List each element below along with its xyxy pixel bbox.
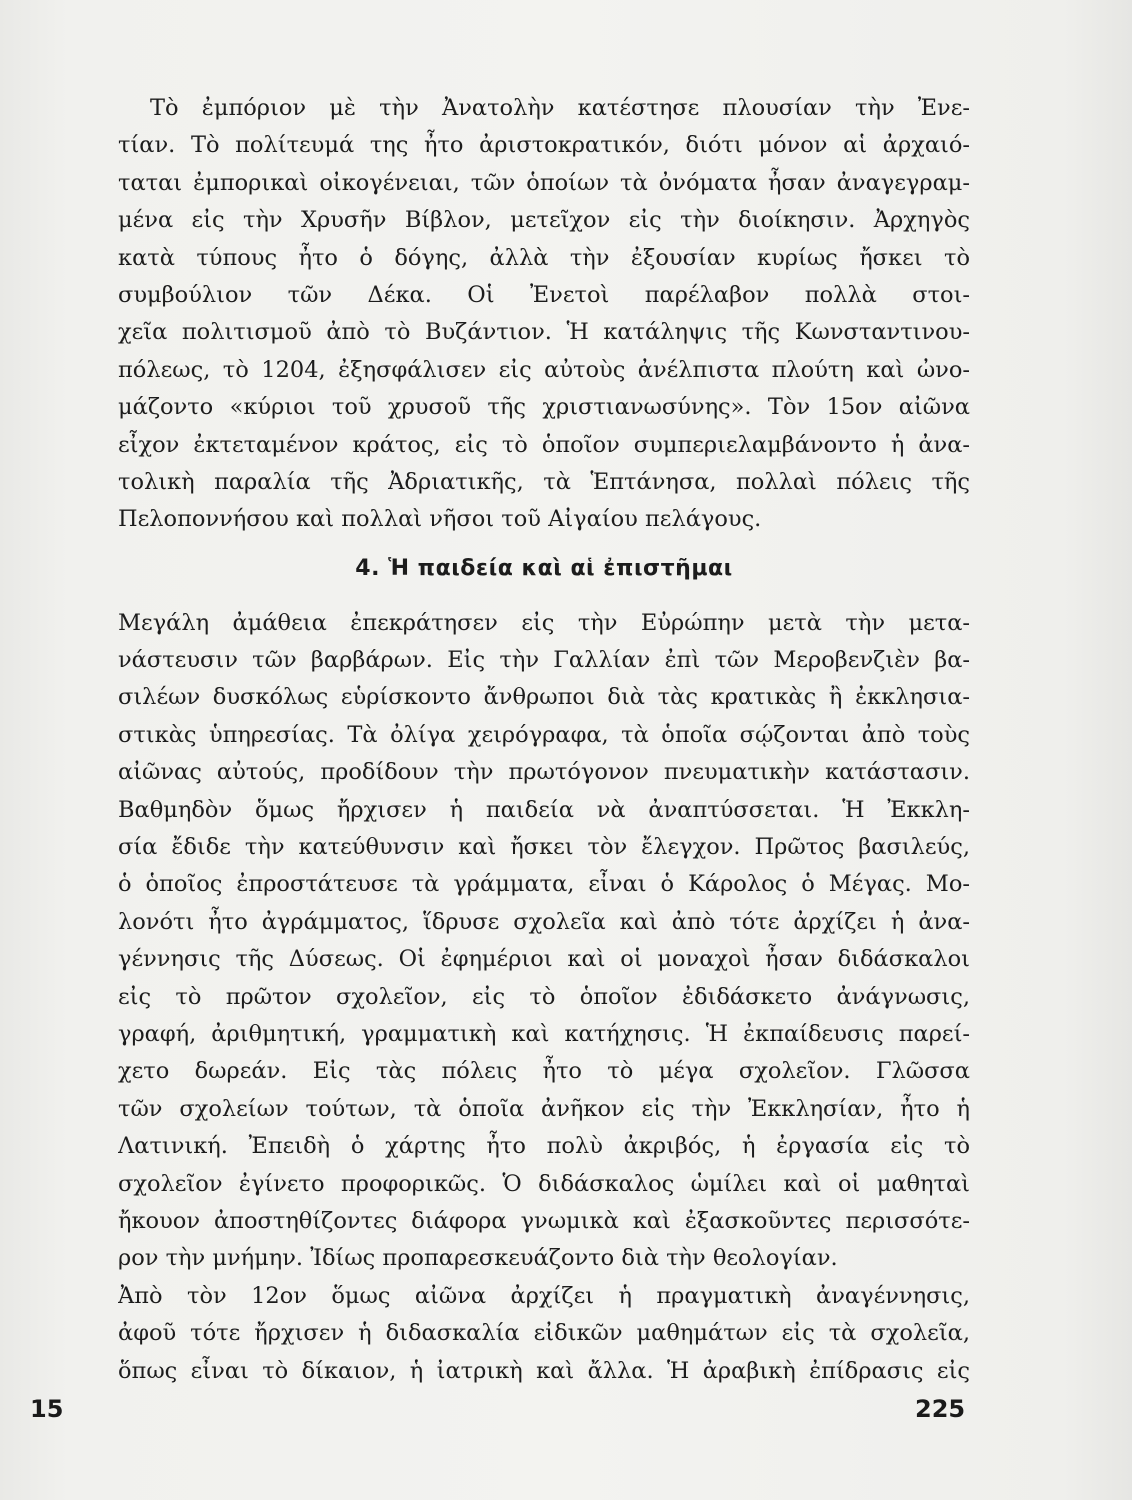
text-line: κατὰ τύπους ἦτο ὁ δόγης, ἀλλὰ τὴν ἐξουσίαν κυρίως ἤσκει τὸ [118,244,970,271]
text-line: εἰς τὸ πρῶτον σχολεῖον, εἰς τὸ ὁποῖον ἐδιδάσκετο ἀνάγνωσις, [118,983,970,1010]
text-line: εἶχον ἐκτεταμένον κράτος, εἰς τὸ ὁποῖον συμπεριελαμβάνοντο ἡ ἀνα- [118,431,970,458]
text-line: Μεγάλη ἀμάθεια ἐπεκράτησεν εἰς τὴν Εὐρώπην μετὰ τὴν μετα- [118,609,970,636]
text-line: νάστευσιν τῶν βαρβάρων. Εἰς τὴν Γαλλίαν ἐπὶ τῶν Μεροβενζιὲν βα- [118,647,970,674]
text-line: σχολεῖον ἐγίνετο προφορικῶς. Ὁ διδάσκαλος ὡμίλει καὶ οἱ μαθηταὶ [118,1170,970,1197]
page-body [118,90,970,1390]
text-line: μάζοντο «κύριοι τοῦ χρυσοῦ τῆς χριστιανωσύνης». Τὸν 15ον αἰῶνα [118,394,970,421]
section-heading: 4. Ἡ παιδεία καὶ αἱ ἐπιστῆμαι [355,555,733,581]
text-line: Βαθμηδὸν ὅμως ἤρχισεν ἡ παιδεία νὰ ἀναπτύσσεται. Ἡ Ἐκκλη- [118,796,970,823]
text-line: τῶν σχολείων τούτων, τὰ ὁποῖα ἀνῆκον εἰς τὴν Ἐκκλησίαν, ἦτο ἡ [118,1095,970,1122]
text-line: ἀφοῦ τότε ἤρχισεν ἡ διδασκαλία εἰδικῶν μαθημάτων εἰς τὰ σχολεῖα, [118,1320,970,1347]
paragraph-venice [118,90,970,539]
text-line: χεῖα πολιτισμοῦ ἀπὸ τὸ Βυζάντιον. Ἡ κατάληψις τῆς Κωνσταντινου- [118,319,970,346]
text-line: Τὸ ἐμπόριον μὲ τὴν Ἀνατολὴν κατέστησε πλουσίαν τὴν Ἐνε- [150,95,970,121]
paragraph-ignorance [118,605,970,792]
text-line: σία ἔδιδε τὴν κατεύθυνσιν καὶ ἤσκει τὸν ἔλεγχον. Πρῶτος βασιλεύς, [118,834,970,861]
text-line: γραφή, ἀριθμητική, γραμματικὴ καὶ κατήχησις. Ἡ ἐκπαίδευσις παρεί- [118,1020,970,1047]
text-line: Λατινική. Ἐπειδὴ ὁ χάρτης ἦτο πολὺ ἀκριβός, ἡ ἐργασία εἰς τὸ [118,1133,970,1160]
paragraph-renaissance [118,1278,970,1390]
signature-mark: 15 [30,1395,64,1423]
page-number: 225 [915,1395,966,1423]
text-line: λονότι ἦτο ἀγράμματος, ἵδρυσε σχολεῖα καὶ ἀπὸ τότε ἀρχίζει ἡ ἀνα- [118,908,970,935]
text-line: στικὰς ὑπηρεσίας. Τὰ ὀλίγα χειρόγραφα, τὰ ὁποῖα σῴζονται ἀπὸ τοὺς [118,721,970,748]
text-line: αἰῶνας αὐτούς, προδίδουν τὴν πρωτόγονον πνευματικὴν κατάστασιν. [118,759,970,786]
text-line: ἤκουον ἀποστηθίζοντες διάφορα γνωμικὰ καὶ ἐξασκοῦντες περισσότε- [118,1207,970,1234]
text-line: σιλέων δυσκόλως εὑρίσκοντο ἄνθρωποι διὰ τὰς κρατικὰς ἢ ἐκκλησια- [118,684,970,711]
text-line: τίαν. Τὸ πολίτευμά της ἦτο ἀριστοκρατικόν, διότι μόνον αἱ ἀρχαιό- [118,132,970,159]
text-line: ταται ἐμπορικαὶ οἰκογένειαι, τῶν ὁποίων τὰ ὀνόματα ἦσαν ἀναγεγραμ- [118,169,970,196]
text-line: Πελοποννήσου καὶ πολλαὶ νῆσοι τοῦ Αἰγαίου πελάγους. [118,506,762,533]
text-line: ὅπως εἶναι τὸ δίκαιον, ἡ ἰατρικὴ καὶ ἄλλα. Ἡ ἀραβικὴ ἐπίδρασις εἰς [118,1357,970,1384]
text-line: μένα εἰς τὴν Χρυσῆν Βίβλον, μετεῖχον εἰς τὴν διοίκησιν. Ἀρχηγὸς [118,207,970,234]
text-line: πόλεως, τὸ 1204, ἐξησφάλισεν εἰς αὐτοὺς ἀνέλπιστα πλούτη καὶ ὠνο- [118,356,970,383]
text-line: τολικὴ παραλία τῆς Ἀδριατικῆς, τὰ Ἑπτάνησα, πολλαὶ πόλεις τῆς [118,468,970,495]
text-line: γέννησις τῆς Δύσεως. Οἱ ἐφημέριοι καὶ οἱ μοναχοὶ ἦσαν διδάσκαλοι [118,946,970,973]
text-line: ὁ ὁποῖος ἐπροστάτευσε τὰ γράμματα, εἶναι ὁ Κάρολος ὁ Μέγας. Μο- [118,871,970,898]
text-line: συμβούλιον τῶν Δέκα. Οἱ Ἐνετοὶ παρέλαβον πολλὰ στοι- [118,281,970,308]
text-line: ρον τὴν μνήμην. Ἰδίως προπαρεσκευάζοντο διὰ τὴν θεολογίαν. [118,1245,838,1272]
text-line: Ἀπὸ τὸν 12ον ὅμως αἰῶνα ἀρχίζει ἡ πραγματικὴ ἀναγέννησις, [118,1282,970,1309]
paragraph-charlemagne [118,792,970,1278]
text-line: χετο δωρεάν. Εἰς τὰς πόλεις ἦτο τὸ μέγα σχολεῖον. Γλῶσσα [118,1058,970,1085]
